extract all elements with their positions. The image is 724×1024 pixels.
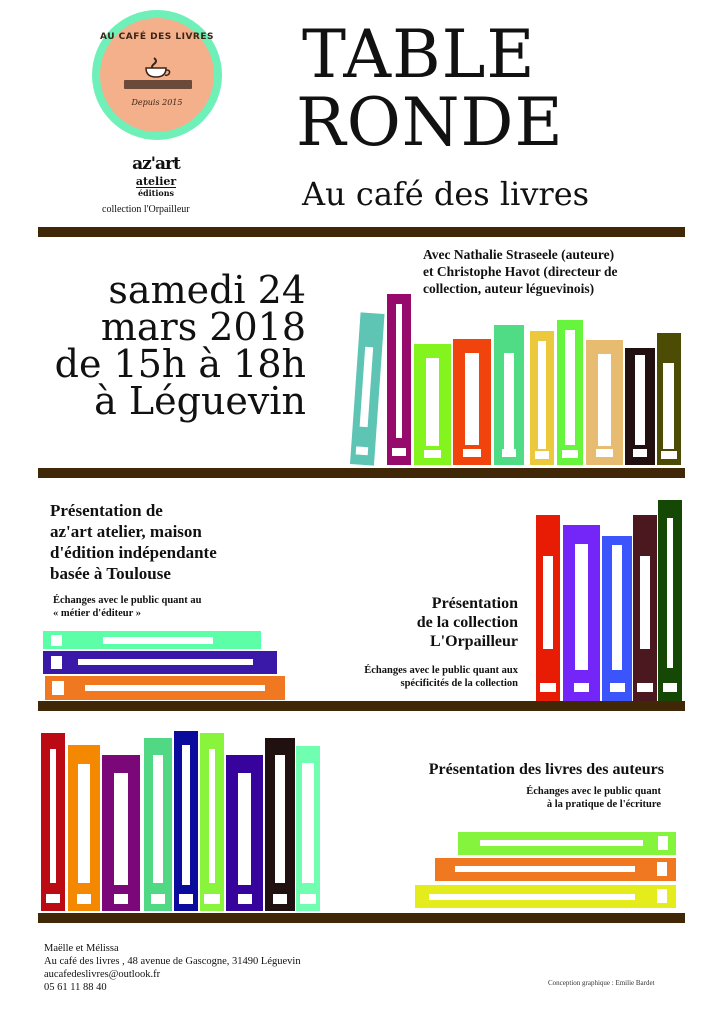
book	[557, 320, 583, 465]
book	[530, 331, 554, 465]
book	[415, 885, 676, 908]
publisher-editions: éditions	[137, 188, 175, 198]
detail-line: spécificités de la collection	[400, 678, 518, 689]
title-line-2: RONDE	[296, 84, 564, 161]
detail-line: Échanges avec le public quant	[526, 786, 661, 797]
design-credit: Conception graphique : Emilie Bardet	[548, 979, 655, 987]
detail-line: Échanges avec le public quant aux	[364, 665, 518, 676]
book	[414, 344, 451, 465]
book	[494, 325, 524, 465]
book	[633, 515, 657, 701]
publisher-atelier: atelier	[135, 175, 177, 188]
heading-line: L'Orpailleur	[430, 633, 518, 650]
book	[658, 500, 682, 701]
guests-text	[423, 246, 617, 297]
detail-line: à la pratique de l'écriture	[546, 799, 661, 810]
shelf-divider	[38, 468, 685, 478]
publisher-presentation-detail	[53, 594, 201, 620]
book	[68, 745, 100, 911]
cafe-logo	[92, 10, 222, 140]
event-date	[40, 268, 306, 423]
heading-line: az'art atelier, maison	[50, 522, 202, 541]
heading-line: Présentation de	[50, 501, 163, 520]
book	[45, 676, 285, 700]
collection-presentation-detail	[300, 664, 518, 690]
logo-tagline: Depuis 2015	[131, 98, 183, 107]
book	[41, 733, 65, 911]
book	[174, 731, 198, 911]
heading-line: basée à Toulouse	[50, 564, 171, 583]
book	[350, 312, 385, 465]
shelf-divider	[38, 913, 685, 923]
heading-line: Présentation	[431, 595, 518, 612]
authors-presentation-heading: Présentation des livres des auteurs	[428, 761, 664, 778]
collection-presentation-heading	[300, 594, 518, 651]
book	[43, 651, 277, 674]
guest-line: collection, auteur léguevinois)	[423, 281, 595, 296]
book	[657, 333, 681, 465]
book	[435, 858, 676, 881]
book	[102, 755, 140, 911]
logo-badge	[100, 18, 214, 132]
subtitle: Au café des livres	[302, 175, 590, 213]
coffee-cup-icon	[142, 56, 172, 76]
book	[265, 738, 295, 911]
heading-line: de la collection	[416, 614, 518, 631]
shelf-divider	[38, 701, 685, 711]
date-line: samedi 24	[108, 268, 306, 312]
book-icon	[124, 80, 192, 89]
book	[458, 832, 676, 855]
shelf-divider	[38, 227, 685, 237]
detail-line: « métier d'éditeur »	[53, 608, 141, 619]
book	[625, 348, 655, 465]
phone: 05 61 11 88 40	[44, 982, 107, 993]
email-link[interactable]: aucafedeslivres@outlook.fr	[44, 969, 161, 980]
book	[387, 294, 411, 465]
collection-label: collection l'Orpailleur	[102, 204, 190, 215]
guest-line: et Christophe Havot (directeur de	[423, 264, 618, 279]
book	[144, 738, 172, 911]
book	[226, 755, 263, 911]
guest-line: Avec Nathalie Straseele (auteure)	[423, 247, 615, 262]
authors-presentation-detail	[400, 785, 661, 811]
title-line-1: TABLE	[302, 16, 536, 93]
book	[296, 746, 320, 911]
book	[43, 631, 261, 649]
logo-arc-text: AU CAFÉ DES LIVRES	[100, 32, 214, 42]
contact-info	[44, 942, 301, 994]
book	[536, 515, 560, 701]
detail-line: Échanges avec le public quant au	[53, 595, 202, 606]
address: Au café des livres , 48 avenue de Gascogne, 31490 Léguevin	[44, 956, 301, 967]
date-line: à Léguevin	[94, 379, 306, 423]
date-line: mars 2018	[100, 305, 306, 349]
publisher-logo	[126, 156, 186, 197]
publisher-presentation-heading	[50, 500, 217, 584]
organizers: Maëlle et Mélissa	[44, 943, 119, 954]
date-line: de 15h à 18h	[54, 342, 306, 386]
book	[200, 733, 224, 911]
heading-line: d'édition indépendante	[50, 543, 217, 562]
book	[586, 340, 623, 465]
book	[453, 339, 491, 465]
publisher-name: az'art	[132, 154, 180, 174]
book	[563, 525, 600, 701]
book	[602, 536, 632, 701]
